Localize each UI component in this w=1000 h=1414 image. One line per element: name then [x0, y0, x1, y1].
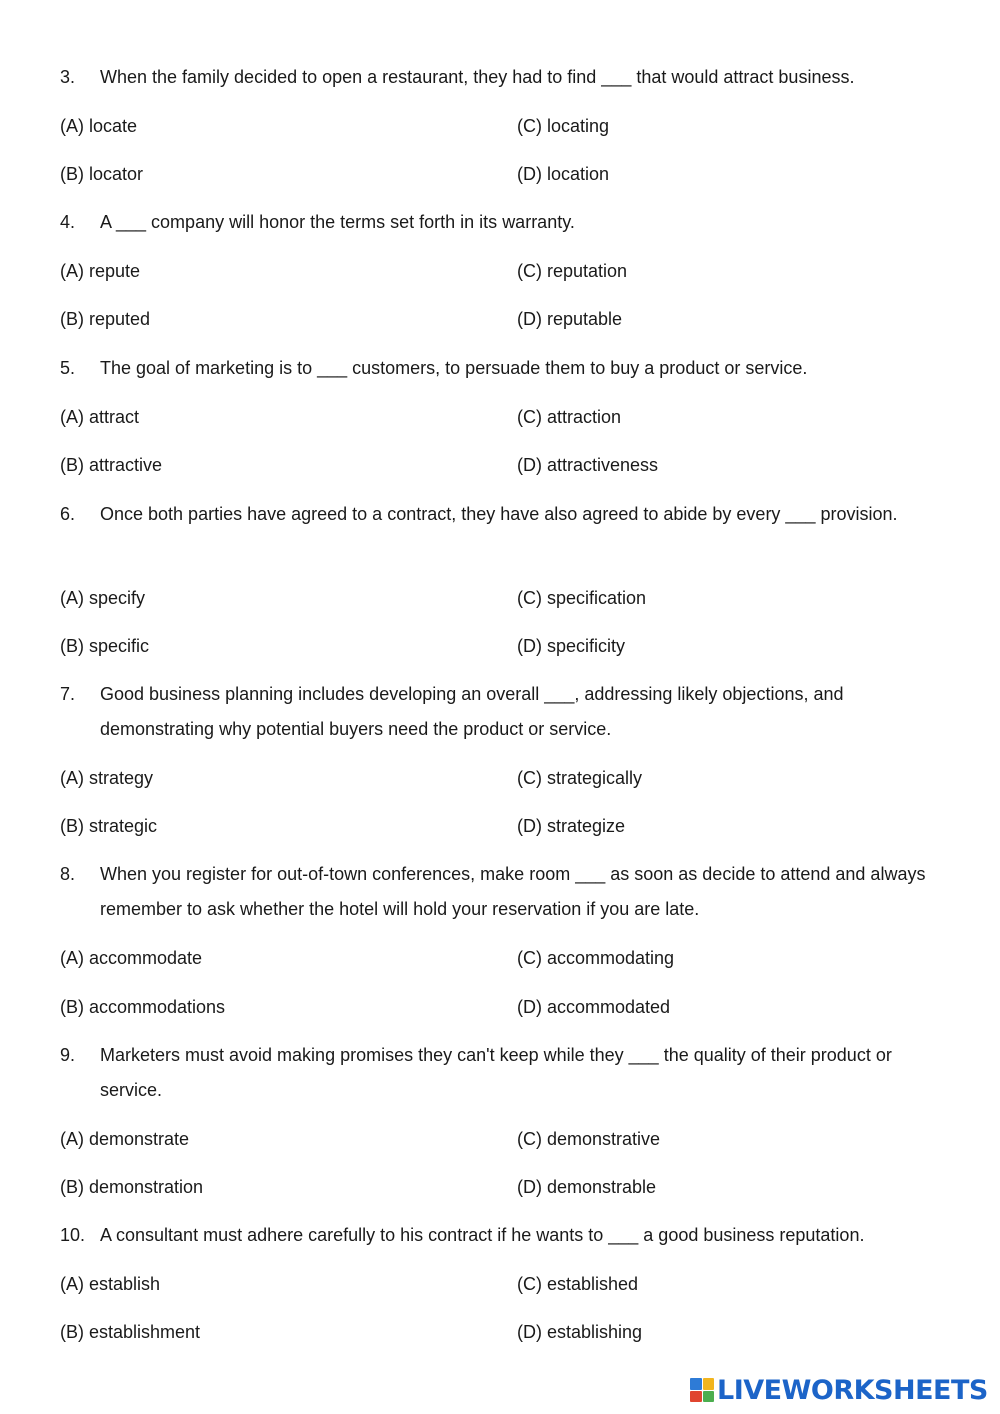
question-text: A ___ company will honor the terms set forth in its warranty. — [100, 212, 575, 232]
question-number: 6. — [60, 504, 76, 524]
liveworksheets-brand[interactable] — [690, 1374, 988, 1406]
option-d[interactable]: (D) reputable — [517, 309, 623, 329]
option-a[interactable]: (A) locate — [60, 116, 138, 136]
option-d[interactable]: (D) attractiveness — [517, 455, 659, 475]
option-a[interactable]: (A) accommodate — [60, 948, 203, 968]
question-7 — [60, 677, 940, 747]
option-a[interactable]: (A) repute — [60, 261, 141, 281]
question-text: A consultant must adhere carefully to his contract if he wants to ___ a good business reputation. — [100, 1225, 865, 1245]
option-d[interactable]: (D) accommodated — [517, 997, 671, 1017]
question-6 — [60, 497, 940, 532]
option-a[interactable]: (A) demonstrate — [60, 1129, 190, 1149]
option-b[interactable]: (B) reputed — [60, 309, 151, 329]
question-5 — [60, 351, 940, 386]
question-number: 8. — [60, 864, 76, 884]
question-4 — [60, 205, 940, 240]
brand-name: LIVEWORKSHEETS — [717, 1374, 988, 1406]
question-number: 5. — [60, 358, 76, 378]
option-c[interactable]: (C) reputation — [517, 261, 628, 281]
option-a[interactable]: (A) strategy — [60, 768, 154, 788]
option-b[interactable]: (B) demonstration — [60, 1177, 204, 1197]
question-number: 4. — [60, 212, 76, 232]
question-text: The goal of marketing is to ___ customers, to persuade them to buy a product or service. — [100, 358, 808, 378]
option-c[interactable]: (C) strategically — [517, 768, 643, 788]
question-text: Once both parties have agreed to a contract, they have also agreed to abide by every ___ provision. — [100, 504, 898, 524]
option-a[interactable]: (A) establish — [60, 1274, 161, 1294]
question-text: Good business planning includes developing an overall ___, addressing likely objections, and demonstrating why potential buyers need the product or service. — [100, 684, 844, 739]
option-d[interactable]: (D) location — [517, 164, 610, 184]
option-c[interactable]: (C) attraction — [517, 407, 622, 427]
option-b[interactable]: (B) accommodations — [60, 997, 226, 1017]
option-b[interactable]: (B) attractive — [60, 455, 163, 475]
question-number: 7. — [60, 684, 76, 704]
question-number: 9. — [60, 1045, 76, 1065]
question-number: 3. — [60, 67, 76, 87]
option-c[interactable]: (C) established — [517, 1274, 639, 1294]
option-d[interactable]: (D) establishing — [517, 1322, 643, 1342]
question-9 — [60, 1038, 940, 1108]
option-c[interactable]: (C) locating — [517, 116, 610, 136]
question-text: When you register for out-of-town conferences, make room ___ as soon as decide to attend and always remember to ask whether the hotel will hold your reservation if you are late. — [100, 864, 926, 919]
option-b[interactable]: (B) locator — [60, 164, 144, 184]
option-a[interactable]: (A) specify — [60, 588, 146, 608]
option-d[interactable]: (D) specificity — [517, 636, 626, 656]
question-10 — [60, 1218, 940, 1253]
option-c[interactable]: (C) demonstrative — [517, 1129, 661, 1149]
question-8 — [60, 857, 940, 927]
option-b[interactable]: (B) strategic — [60, 816, 158, 836]
liveworksheets-logo-icon — [690, 1378, 714, 1402]
option-d[interactable]: (D) demonstrable — [517, 1177, 657, 1197]
question-number: 10. — [60, 1225, 86, 1245]
option-b[interactable]: (B) establishment — [60, 1322, 201, 1342]
option-d[interactable]: (D) strategize — [517, 816, 626, 836]
option-c[interactable]: (C) specification — [517, 588, 647, 608]
option-c[interactable]: (C) accommodating — [517, 948, 675, 968]
question-3 — [60, 60, 940, 95]
question-text: When the family decided to open a restaurant, they had to find ___ that would attract business. — [100, 67, 855, 87]
option-b[interactable]: (B) specific — [60, 636, 150, 656]
question-text: Marketers must avoid making promises they can't keep while they ___ the quality of their product or service. — [100, 1045, 892, 1100]
option-a[interactable]: (A) attract — [60, 407, 140, 427]
